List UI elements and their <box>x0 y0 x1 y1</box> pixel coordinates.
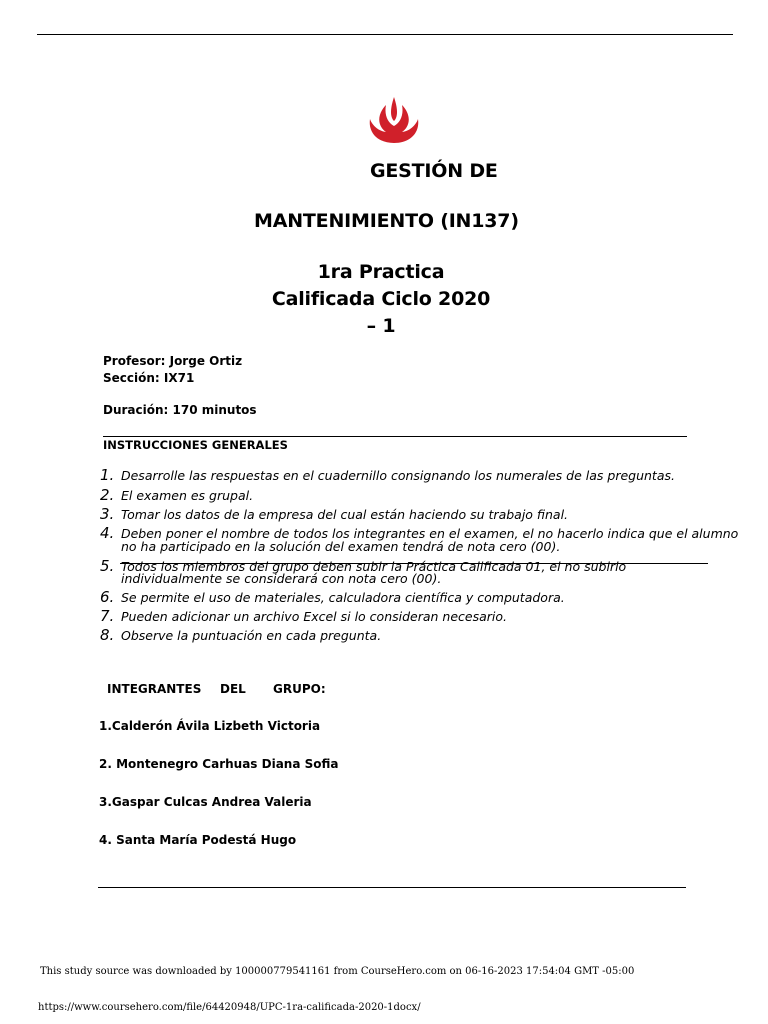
instruction-item: 1. Desarrolle las respuestas en el cuadernillo consignando los numerales de las preguntas. <box>100 466 675 484</box>
group-heading-word: DEL <box>220 682 246 696</box>
instruction-item: 2. El examen es grupal. <box>100 486 254 504</box>
overlap-rule <box>120 563 708 564</box>
bottom-rule <box>98 887 686 888</box>
instruction-item: 8. Observe la puntuación en cada pregunta. <box>100 626 382 644</box>
group-member: 2. Montenegro Carhuas Diana Sofia <box>99 757 339 771</box>
professor-label: Profesor: Jorge Ortiz <box>103 354 243 368</box>
instruction-item: 3. Tomar los datos de la empresa del cual están haciendo su trabajo final. <box>100 505 569 523</box>
duration-label: Duración: 170 minutos <box>103 403 257 417</box>
download-notice: This study source was downloaded by 100000779541161 from CourseHero.com on 06-16-2023 17:54:04 GMT -05:00 <box>40 966 635 977</box>
group-member: 4. Santa María Podestá Hugo <box>99 833 297 847</box>
instructions-heading: INSTRUCCIONES GENERALES <box>103 438 288 452</box>
source-url[interactable]: https://www.coursehero.com/file/64420948/UPC-1ra-calificada-2020-1docx/ <box>38 1002 421 1013</box>
title-line-4: Calificada Ciclo 2020 <box>271 288 491 310</box>
instruction-item: 5. Todos los miembros del grupo deben subir la Práctica Calificada 01, el no subirlo individualmente se considerará con nota cero (00). <box>100 557 627 586</box>
university-logo <box>366 95 422 145</box>
group-heading-word: INTEGRANTES <box>107 682 202 696</box>
group-heading-word: GRUPO: <box>273 682 326 696</box>
instructions-rule <box>103 436 687 437</box>
group-member: 1.Calderón Ávila Lizbeth Victoria <box>99 719 321 733</box>
title-line-1: GESTIÓN DE <box>370 160 498 182</box>
title-line-3: 1ra Practica <box>317 261 445 283</box>
section-label: Sección: IX71 <box>103 371 195 385</box>
title-line-2: MANTENIMIENTO (IN137) <box>254 210 519 232</box>
instruction-item: 7. Pueden adicionar un archivo Excel si lo consideran necesario. <box>100 607 508 625</box>
group-member: 3.Gaspar Culcas Andrea Valeria <box>99 795 312 809</box>
title-line-5: – 1 <box>366 315 396 337</box>
top-rule <box>37 34 733 35</box>
instruction-item: 6. Se permite el uso de materiales, calculadora científica y computadora. <box>100 588 565 606</box>
instruction-item: 4. Deben poner el nombre de todos los integrantes en el examen, el no hacerlo indica que el alumno no ha participado en la solución del examen tendrá de nota cero (00). <box>100 524 739 554</box>
